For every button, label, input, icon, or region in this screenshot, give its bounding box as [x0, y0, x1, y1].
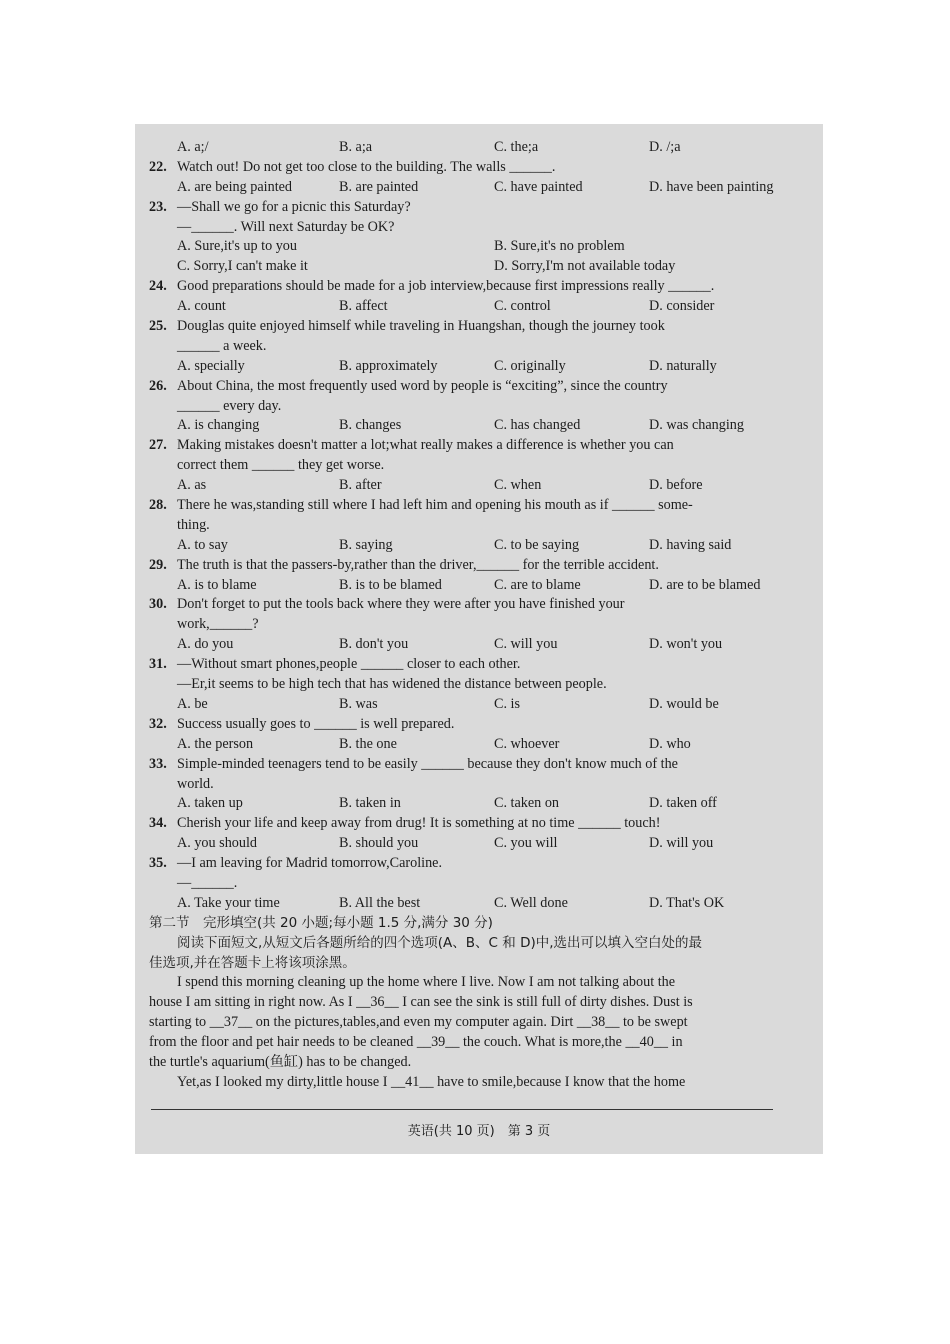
answer-options [149, 735, 807, 755]
question-number: 24. [149, 278, 167, 295]
question-text: ______ a week. [177, 337, 267, 354]
question-stem [149, 755, 807, 775]
question-number: 30. [149, 596, 167, 613]
answer-options [149, 297, 807, 317]
option-a: A. Take your time [177, 894, 280, 911]
option-c: C. when [494, 477, 542, 494]
question-number: 22. [149, 158, 167, 175]
question-text: —I am leaving for Madrid tomorrow,Caroline. [177, 855, 443, 872]
option-c: C. to be saying [494, 536, 580, 553]
question-stem [149, 198, 807, 218]
option-c: C. whoever [494, 735, 560, 752]
question-list [149, 158, 807, 914]
option-c: C. control [494, 298, 551, 315]
option-b: B. affect [339, 298, 388, 315]
option-d: D. was changing [649, 417, 744, 434]
option-a: A. count [177, 298, 226, 315]
option-d: D. Sorry,I'm not available today [494, 258, 676, 275]
answer-options [149, 416, 807, 436]
answer-options [149, 695, 807, 715]
question-text: There he was,standing still where I had left him and opening his mouth as if ______ some- [177, 497, 693, 514]
exam-page [135, 124, 823, 1154]
question-stem [149, 436, 807, 456]
option-a: A. a;/ [177, 139, 209, 155]
option-a: A. as [177, 477, 207, 494]
option-d: D. have been painting [649, 178, 774, 195]
question-stem [149, 158, 807, 178]
question-text: Watch out! Do not get too close to the building. The walls ______. [177, 158, 556, 175]
question-text: thing. [177, 516, 210, 533]
option-d: D. will you [649, 835, 714, 852]
question-text: Simple-minded teenagers tend to be easily ______ because they don't know much of the [177, 755, 678, 772]
answer-options [149, 834, 807, 854]
passage-line: from the floor and pet hair needs to be cleaned __39__ the couch. What is more,the __40__ in [149, 1034, 683, 1051]
option-c: C. Sorry,I can't make it [177, 258, 308, 275]
question-stem-cont [149, 615, 807, 635]
page-footer: 英语(共 10 页) 第 3 页 [407, 1124, 551, 1139]
question-text: —Er,it seems to be high tech that has widened the distance between people. [177, 676, 607, 693]
question-number: 26. [149, 377, 167, 394]
question-number: 27. [149, 437, 167, 454]
question-stem [149, 814, 807, 834]
option-b: B. don't you [339, 636, 409, 653]
question-text: Don't forget to put the tools back where they were after you have finished your [177, 596, 625, 613]
question-text: Good preparations should be made for a job interview,because first impressions really ______. [177, 278, 715, 295]
question-number: 23. [149, 198, 167, 215]
question-number: 34. [149, 815, 167, 832]
option-d: D. That's OK [649, 894, 725, 911]
answer-options [149, 635, 807, 655]
section-instruction-cont: 佳选项,并在答题卡上将该项涂黑。 [149, 954, 356, 971]
option-b: B. changes [339, 417, 402, 434]
option-a: A. Sure,it's up to you [177, 238, 297, 255]
question-text: About China, the most frequently used word by people is “exciting”, since the country [177, 377, 668, 394]
answer-options [149, 576, 807, 596]
q21-options [149, 138, 807, 158]
option-c: C. you will [494, 835, 558, 852]
option-d: D. consider [649, 298, 715, 315]
option-c: C. the;a [494, 139, 539, 155]
cloze-passage [149, 973, 807, 1092]
answer-options [149, 257, 807, 277]
option-a: A. the person [177, 735, 254, 752]
question-number: 33. [149, 755, 167, 772]
question-text: —______. Will next Saturday be OK? [177, 218, 395, 235]
option-b: B. approximately [339, 357, 438, 374]
question-text: Success usually goes to ______ is well prepared. [177, 715, 455, 732]
question-stem-cont [149, 516, 807, 536]
question-number: 25. [149, 318, 167, 335]
option-d: D. are to be blamed [649, 576, 761, 593]
section-instruction: 阅读下面短文,从短文后各题所给的四个选项(A、B、C 和 D)中,选出可以填入空白处的最 [177, 934, 703, 951]
question-text: correct them ______ they get worse. [177, 457, 385, 474]
question-number: 28. [149, 497, 167, 514]
option-a: A. are being painted [177, 178, 293, 195]
question-stem [149, 317, 807, 337]
option-c: C. have painted [494, 178, 583, 195]
option-a: A. you should [177, 835, 258, 852]
question-text: —Shall we go for a picnic this Saturday? [177, 198, 411, 215]
question-stem-cont [149, 675, 807, 695]
option-d: D. before [649, 477, 703, 494]
option-d: D. won't you [649, 636, 723, 653]
option-d: D. /;a [649, 139, 681, 155]
option-d: D. having said [649, 536, 732, 553]
answer-options [149, 536, 807, 556]
question-text: Making mistakes doesn't matter a lot;what really makes a difference is whether you can [177, 437, 674, 454]
question-stem [149, 377, 807, 397]
question-text: Douglas quite enjoyed himself while traveling in Huangshan, though the journey took [177, 318, 665, 335]
option-c: C. will you [494, 636, 558, 653]
option-a: A. taken up [177, 795, 243, 812]
question-text: —Without smart phones,people ______ closer to each other. [177, 656, 521, 673]
option-a: A. is to blame [177, 576, 257, 593]
option-b: B. a;a [339, 139, 373, 155]
question-text: The truth is that the passers-by,rather than the driver,______ for the terrible accident. [177, 556, 659, 573]
option-a: A. is changing [177, 417, 260, 434]
question-number: 31. [149, 656, 167, 673]
option-c: C. originally [494, 357, 566, 374]
question-text: Cherish your life and keep away from drug! It is something at no time ______ touch! [177, 815, 661, 832]
option-b: B. saying [339, 536, 393, 553]
question-text: ______ every day. [177, 397, 282, 414]
passage-line: the turtle's aquarium(鱼缸) has to be changed. [149, 1053, 412, 1070]
question-text: —______. [177, 874, 238, 891]
option-b: B. are painted [339, 178, 419, 195]
footer-divider [151, 1109, 773, 1110]
option-b: B. Sure,it's no problem [494, 238, 625, 255]
option-b: B. was [339, 695, 378, 712]
answer-options [149, 476, 807, 496]
answer-options [149, 178, 807, 198]
option-b: B. the one [339, 735, 397, 752]
option-d: D. would be [649, 695, 719, 712]
option-a: A. specially [177, 357, 245, 374]
question-stem [149, 655, 807, 675]
option-b: B. All the best [339, 894, 421, 911]
answer-options [149, 894, 807, 914]
passage-line: I spend this morning cleaning up the home where I live. Now I am not talking about the [177, 974, 676, 991]
question-number: 32. [149, 715, 167, 732]
question-stem-cont [149, 874, 807, 894]
question-stem [149, 556, 807, 576]
option-a: A. be [177, 695, 208, 712]
question-stem-cont [149, 218, 807, 238]
option-b: B. should you [339, 835, 419, 852]
option-c: C. Well done [494, 894, 568, 911]
option-b: B. taken in [339, 795, 401, 812]
option-c: C. taken on [494, 795, 560, 812]
question-stem-cont [149, 775, 807, 795]
option-c: C. has changed [494, 417, 581, 434]
question-text: work,______? [177, 616, 259, 633]
question-text: world. [177, 775, 214, 792]
question-stem [149, 715, 807, 735]
answer-options [149, 794, 807, 814]
section-title: 第二节 完形填空(共 20 小题;每小题 1.5 分,满分 30 分) [149, 914, 493, 931]
passage-line: house I am sitting in right now. As I __36__ I can see the sink is still full of dirty dishes. Dust is [149, 994, 693, 1011]
question-stem [149, 595, 807, 615]
option-b: B. is to be blamed [339, 576, 442, 593]
answer-options [149, 357, 807, 377]
answer-options [149, 237, 807, 257]
question-stem-cont [149, 397, 807, 417]
option-a: A. do you [177, 636, 234, 653]
option-a: A. to say [177, 536, 228, 553]
option-b: B. after [339, 477, 382, 494]
option-d: D. taken off [649, 795, 717, 812]
question-stem-cont [149, 456, 807, 476]
exam-content [149, 138, 807, 1093]
question-stem [149, 496, 807, 516]
question-stem [149, 854, 807, 874]
passage-line: Yet,as I looked my dirty,little house I __41__ have to smile,because I know that the home [177, 1073, 686, 1090]
question-stem [149, 277, 807, 297]
question-stem-cont [149, 337, 807, 357]
question-number: 29. [149, 556, 167, 573]
option-d: D. who [649, 735, 691, 752]
question-number: 35. [149, 855, 167, 872]
option-c: C. are to blame [494, 576, 581, 593]
passage-line: starting to __37__ on the pictures,tables,and even my computer again. Dirt __38__ to be swept [149, 1014, 688, 1031]
option-c: C. is [494, 695, 521, 712]
option-d: D. naturally [649, 357, 717, 374]
